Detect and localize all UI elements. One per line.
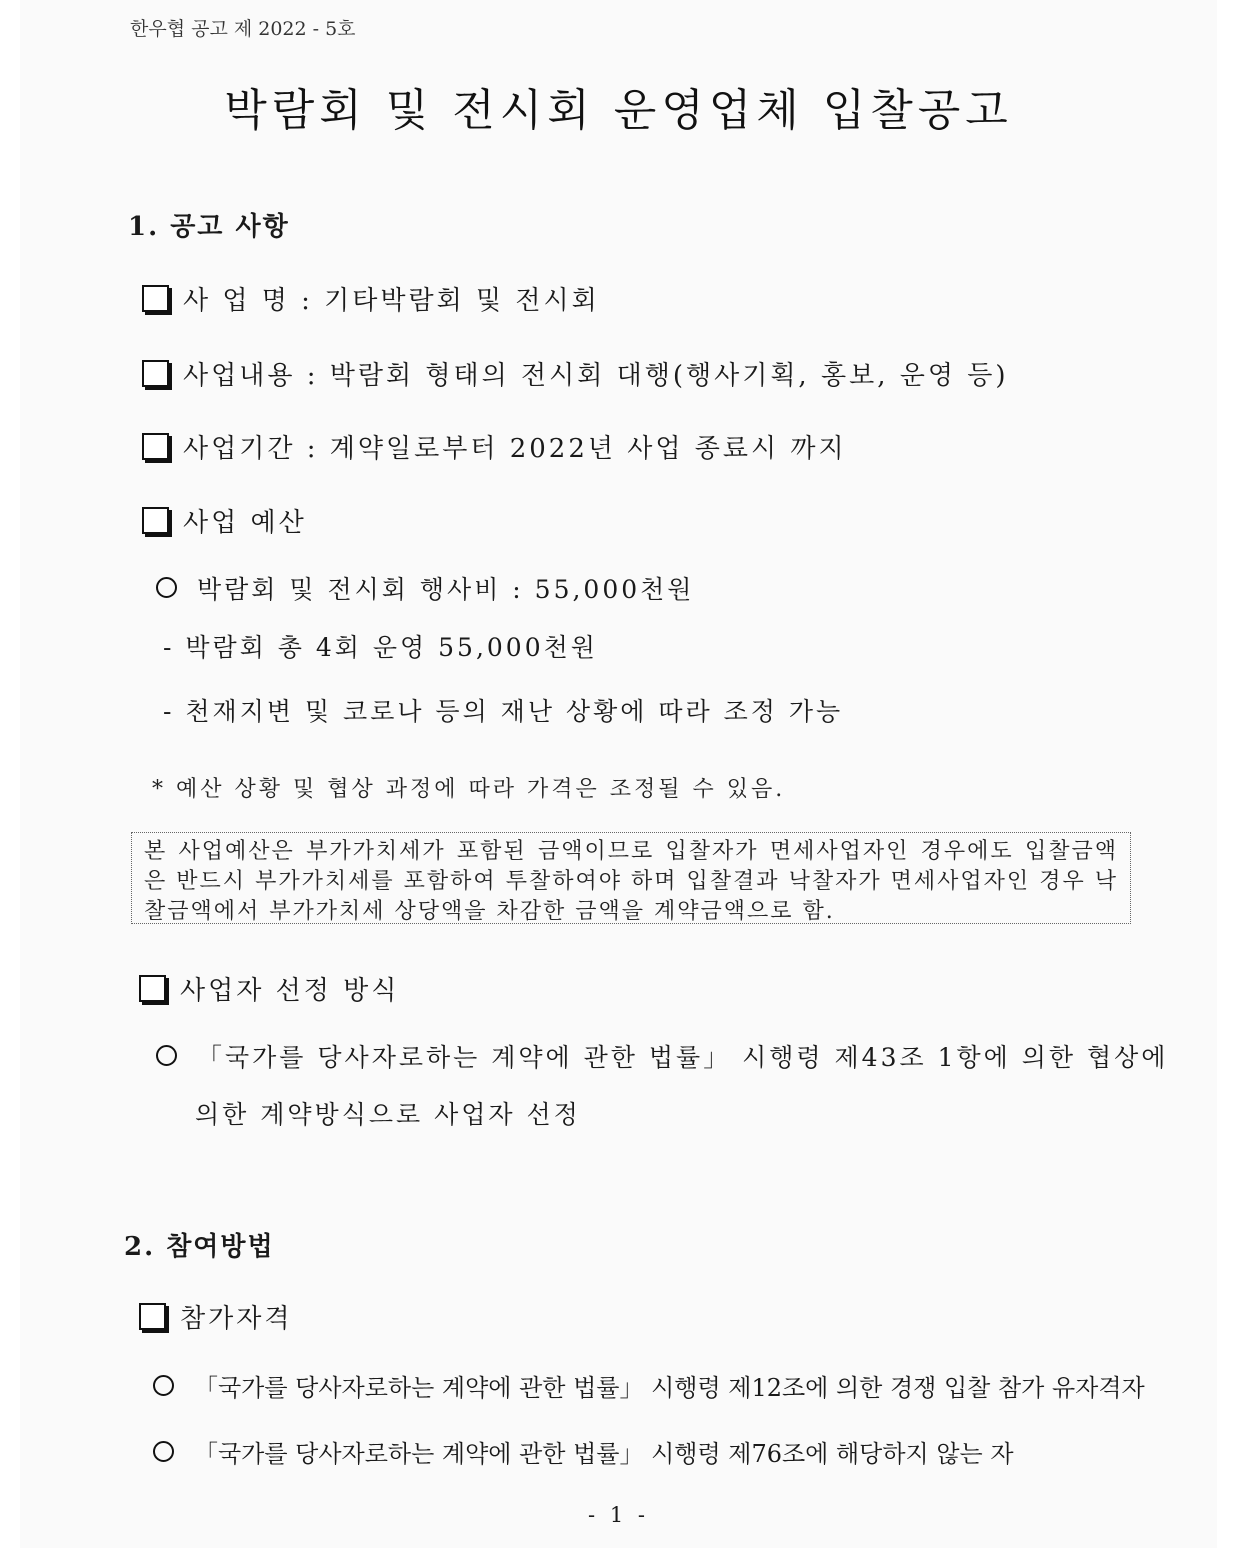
selection-heading-item — [139, 970, 399, 1007]
business-name-text: 사 업 명 : 기타박람회 및 전시회 — [183, 286, 600, 316]
budget-heading-item — [142, 502, 307, 539]
qualification-heading-text: 참가자격 — [180, 1304, 293, 1334]
budget-note: * 예산 상황 및 협상 과정에 따라 가격은 조정될 수 있음. — [152, 777, 786, 802]
business-name-item — [142, 280, 600, 317]
document-title: 박람회 및 전시회 운영업체 입찰공고 — [224, 85, 1013, 136]
circle-bullet-icon — [153, 1375, 174, 1396]
qualification-1-text: 「국가를 당사자로하는 계약에 관한 법률」 시행령 제12조에 의한 경쟁 입찰 참가 유자격자 — [194, 1374, 1145, 1402]
circle-bullet-icon — [156, 577, 177, 598]
checkbox-square-icon — [142, 507, 169, 534]
section-2-heading: 2. 참여방법 — [124, 1232, 275, 1262]
selection-line-2: 의한 계약방식으로 사업자 선정 — [195, 1100, 581, 1129]
budget-item — [156, 570, 694, 606]
budget-item-text: 박람회 및 전시회 행사비 : 55,000천원 — [197, 575, 695, 604]
checkbox-square-icon — [142, 285, 169, 312]
qualification-heading-item — [139, 1298, 292, 1335]
vat-notice-box: 본 사업예산은 부가가치세가 포함된 금액이므로 입찰자가 면세사업자인 경우에도 입찰금액은 반드시 부가가치세를 포함하여 투찰하여야 하며 입찰결과 낙찰자가 면세사업자인 경우 낙찰금액에서 부가가치세 상당액을 차감한 금액을 계약금액으로 함. — [131, 832, 1131, 924]
notice-number: 한우협 공고 제 2022 - 5호 — [130, 18, 356, 40]
circle-bullet-icon — [156, 1045, 177, 1066]
business-content-item — [142, 355, 1008, 392]
checkbox-square-icon — [139, 975, 166, 1002]
budget-detail-2: - 천재지변 및 코로나 등의 재난 상황에 따라 조정 가능 — [163, 697, 844, 726]
page-number: - 1 - — [588, 1503, 649, 1527]
business-period-item — [142, 428, 847, 465]
business-period-text: 사업기간 : 계약일로부터 2022년 사업 종료시 까지 — [183, 434, 847, 464]
qualification-1 — [153, 1368, 1145, 1403]
budget-detail-1: - 박람회 총 4회 운영 55,000천원 — [163, 633, 598, 662]
budget-heading-text: 사업 예산 — [183, 508, 307, 538]
checkbox-square-icon — [142, 433, 169, 460]
qualification-2 — [153, 1434, 1014, 1469]
selection-line-1 — [156, 1038, 1168, 1074]
selection-heading-text: 사업자 선정 방식 — [180, 976, 400, 1006]
circle-bullet-icon — [153, 1441, 174, 1462]
checkbox-square-icon — [142, 360, 169, 387]
qualification-2-text: 「국가를 당사자로하는 계약에 관한 법률」 시행령 제76조에 해당하지 않는 자 — [194, 1440, 1014, 1468]
section-1-heading: 1. 공고 사항 — [128, 212, 290, 242]
business-content-text: 사업내용 : 박람회 형태의 전시회 대행(행사기획, 홍보, 운영 등) — [183, 361, 1009, 391]
selection-line-1-text: 「국가를 당사자로하는 계약에 관한 법률」 시행령 제43조 1항에 의한 협상에 — [197, 1043, 1169, 1072]
checkbox-square-icon — [139, 1303, 166, 1330]
